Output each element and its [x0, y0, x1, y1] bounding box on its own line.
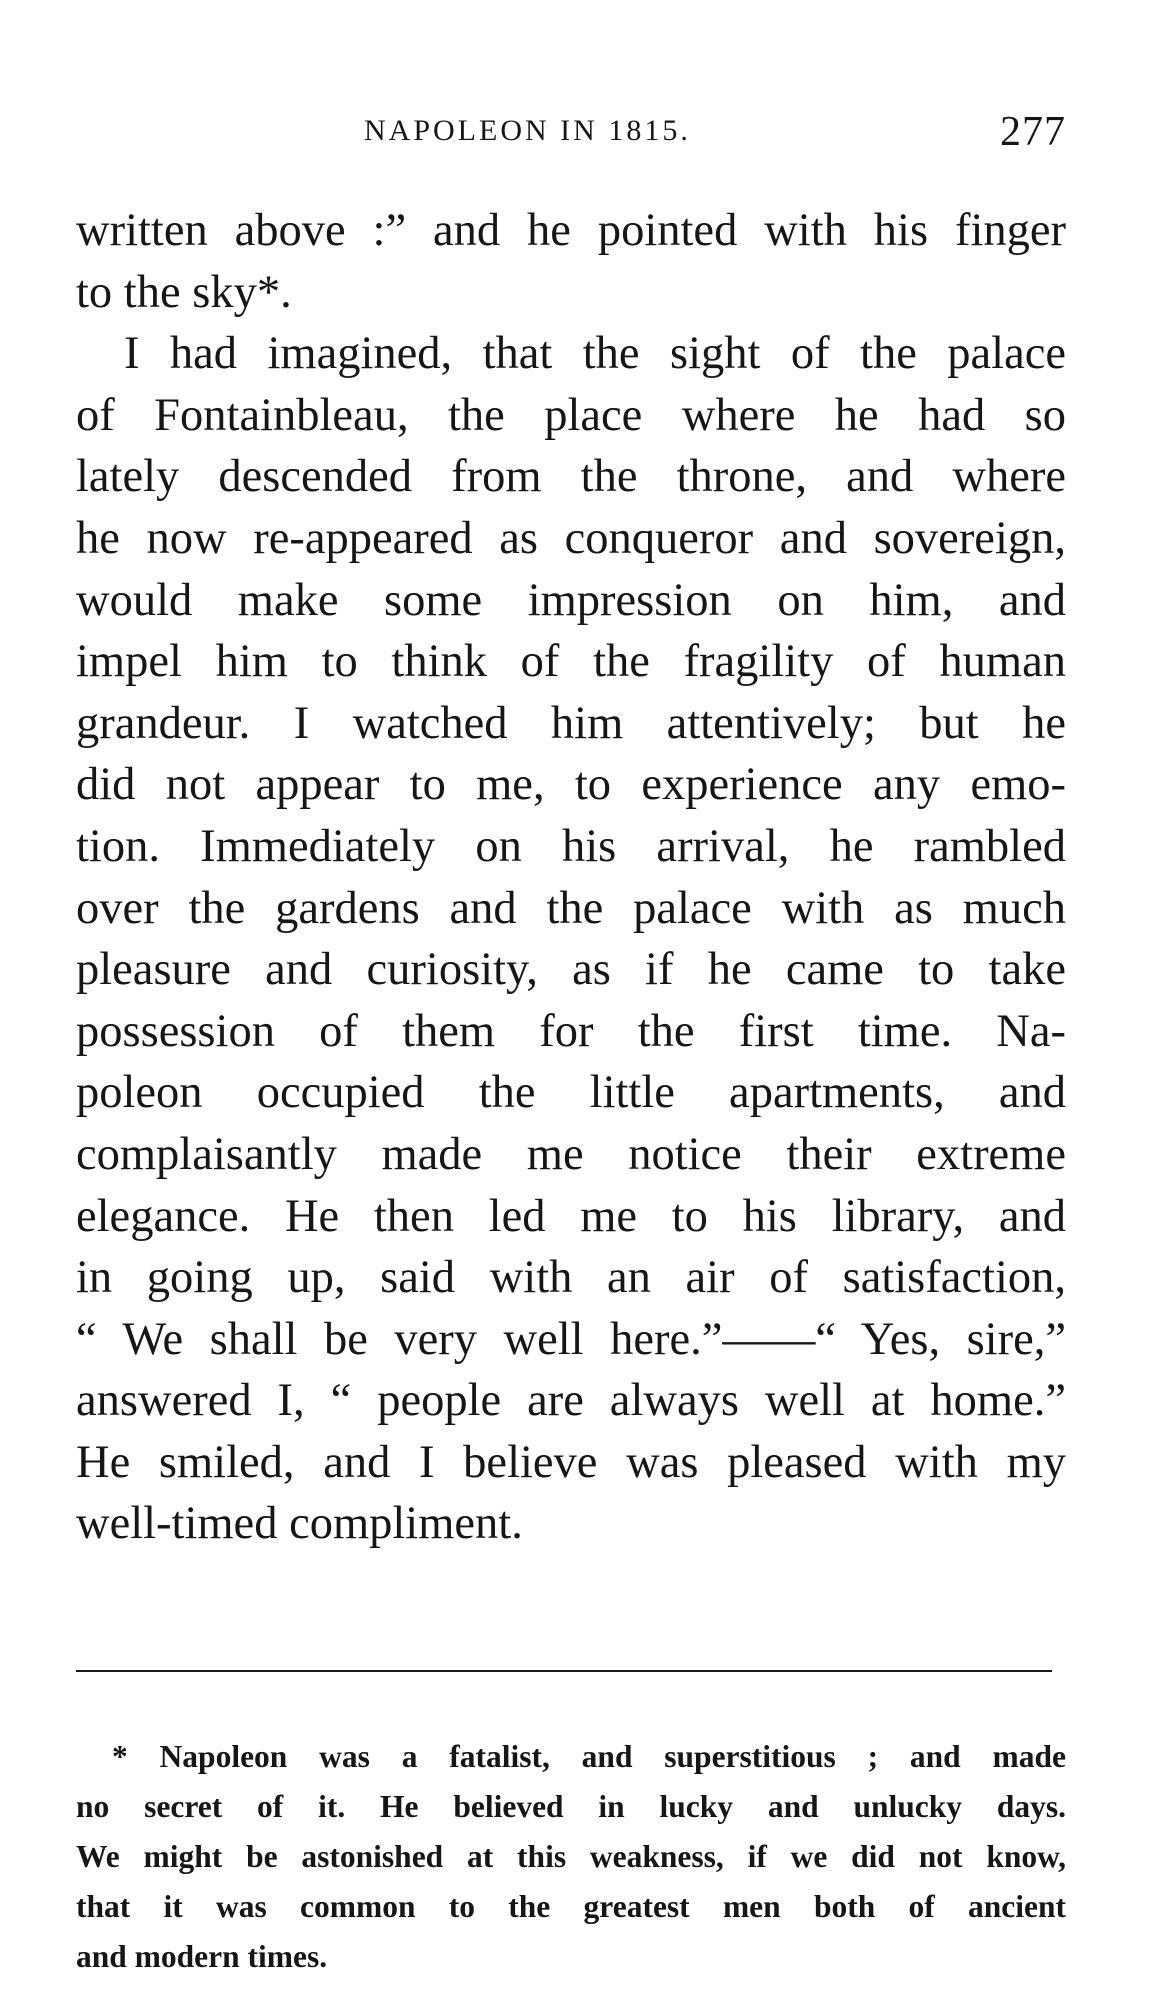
- footnote-line: that it was common to the greatest men both of ancient: [76, 1889, 1066, 1924]
- page-number: 277: [1000, 109, 1066, 155]
- body-line: would make some impression on him, and: [76, 574, 1066, 626]
- body-line: grandeur. I watched him attentively; but he: [76, 697, 1066, 749]
- footnote-rule: [76, 1670, 1052, 1672]
- footnote-line: We might be astonished at this weakness, if we did not know,: [76, 1839, 1066, 1874]
- body-line: answered I, “ people are always well at home.”: [76, 1375, 1066, 1427]
- body-line: He smiled, and I believe was pleased with my: [76, 1436, 1066, 1488]
- running-title: NAPOLEON IN 1815.: [364, 114, 691, 147]
- body-line: elegance. He then led me to his library, and: [76, 1190, 1066, 1242]
- body-line: in going up, said with an air of satisfaction,: [76, 1252, 1066, 1304]
- body-line: of Fontainbleau, the place where he had so: [76, 389, 1066, 441]
- running-head: [76, 108, 1066, 158]
- body-line: lately descended from the throne, and where: [76, 451, 1066, 503]
- body-line: well-timed compliment.: [76, 1498, 523, 1550]
- body-line: written above :” and he pointed with his finger: [76, 205, 1066, 256]
- body-line: possession of them for the first time. Na-: [76, 1005, 1066, 1057]
- body-line: to the sky*.: [76, 266, 292, 318]
- body-line: did not appear to me, to experience any emo-: [76, 759, 1066, 811]
- footnote-line: and modern times.: [76, 1939, 328, 1974]
- body-line: complaisantly made me notice their extreme: [76, 1128, 1066, 1180]
- body-line: tion. Immediately on his arrival, he rambled: [76, 820, 1066, 872]
- body-line: “ We shall be very well here.”——“ Yes, sire,”: [76, 1313, 1066, 1365]
- footnote-line: no secret of it. He believed in lucky and unlucky days.: [76, 1789, 1066, 1824]
- body-line: poleon occupied the little apartments, and: [76, 1067, 1066, 1119]
- paragraph-start-line: I had imagined, that the sight of the palace: [124, 328, 1066, 380]
- footnote-line: * Napoleon was a fatalist, and superstitious ; and made: [112, 1739, 1066, 1774]
- body-line: pleasure and curiosity, as if he came to take: [76, 944, 1066, 996]
- body-line: he now re-appeared as conqueror and sovereign,: [76, 512, 1066, 564]
- body-text: [76, 200, 1066, 1555]
- body-line: impel him to think of the fragility of human: [76, 636, 1066, 688]
- footnote: [76, 1732, 1066, 1982]
- body-line: over the gardens and the palace with as much: [76, 882, 1066, 934]
